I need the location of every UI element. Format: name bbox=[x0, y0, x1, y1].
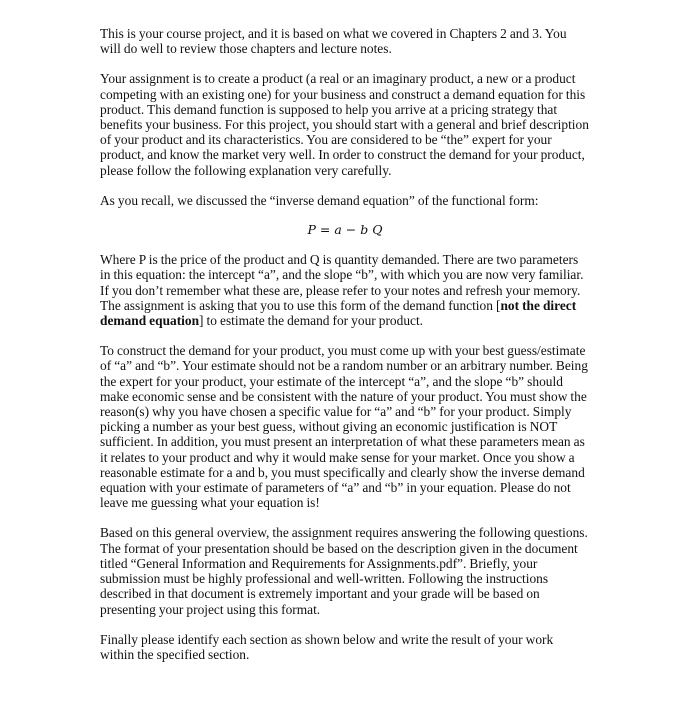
recall-paragraph: As you recall, we discussed the “inverse demand equation” of the functional form: bbox=[100, 192, 539, 208]
parameters-bold-note: not the direct demand equation bbox=[100, 297, 577, 329]
parameters-text-1: Where P is the price of the product and Q is quantity demanded. There are two parameters in this equation: the intercept “a”, and the slope “b”, with which you are now very familiar. If you don’t remember what these are, please refer to your notes and refresh your memory. The assignment is asking that you to use this form of the demand function [ bbox=[100, 252, 584, 313]
closing-paragraph: Finally please identify each section as shown below and write the result of your work within the specified section. bbox=[100, 631, 554, 662]
document-page bbox=[100, 26, 590, 662]
inverse-demand-equation: P = a − b Q bbox=[307, 222, 383, 238]
intro-paragraph: This is your course project, and it is based on what we covered in Chapters 2 and 3. You will do well to review those chapters and lecture notes. bbox=[100, 26, 567, 57]
parameters-text-2: ] to estimate the demand for your product. bbox=[199, 313, 424, 329]
parameters-paragraph bbox=[100, 252, 590, 328]
overview-paragraph: Based on this general overview, the assignment requires answering the following questions. The format of your presentation should be based on the description given in the document titled “General Information and Requirements for Assignments.pdf”. Briefly, your submission must be highly professional and well-written. Following the instructions described in that document is extremely important and your grade will be based on presenting your project using this format. bbox=[100, 525, 588, 617]
assignment-paragraph: Your assignment is to create a product (a real or an imaginary product, a new or a product competing with an existing one) for your business and construct a demand equation for this product. This demand function is supposed to help you arrive at a pricing strategy that benefits your business. For this project, you should start with a general and brief description of your product and its characteristics. You are considered to be “the” expert for your product, and know the market very well. In order to construct the demand for your product, please follow the following explanation very carefully. bbox=[100, 71, 589, 178]
construct-demand-paragraph: To construct the demand for your product, you must come up with your best guess/estimate of “a” and “b”. Your estimate should not be a random number or an arbitrary number. Being the expert for your product, your estimate of the intercept “a”, and the slope “b” should make economic sense and be consistent with the nature of your product. You must show the reason(s) why you have chosen a specific value for “a” and “b” for your product. Simply picking a number as your best guess, without giving an economic justification is NOT sufficient. In addition, you must present an interpretation of what these parameters mean as it relates to your product and why it would make sense for your market. Once you show a reasonable estimate for a and b, you must specifically and clearly show the inverse demand equation with your estimate of parameters of “a” and “b” in your equation. Please do not leave me guessing what your equation is! bbox=[100, 343, 588, 511]
